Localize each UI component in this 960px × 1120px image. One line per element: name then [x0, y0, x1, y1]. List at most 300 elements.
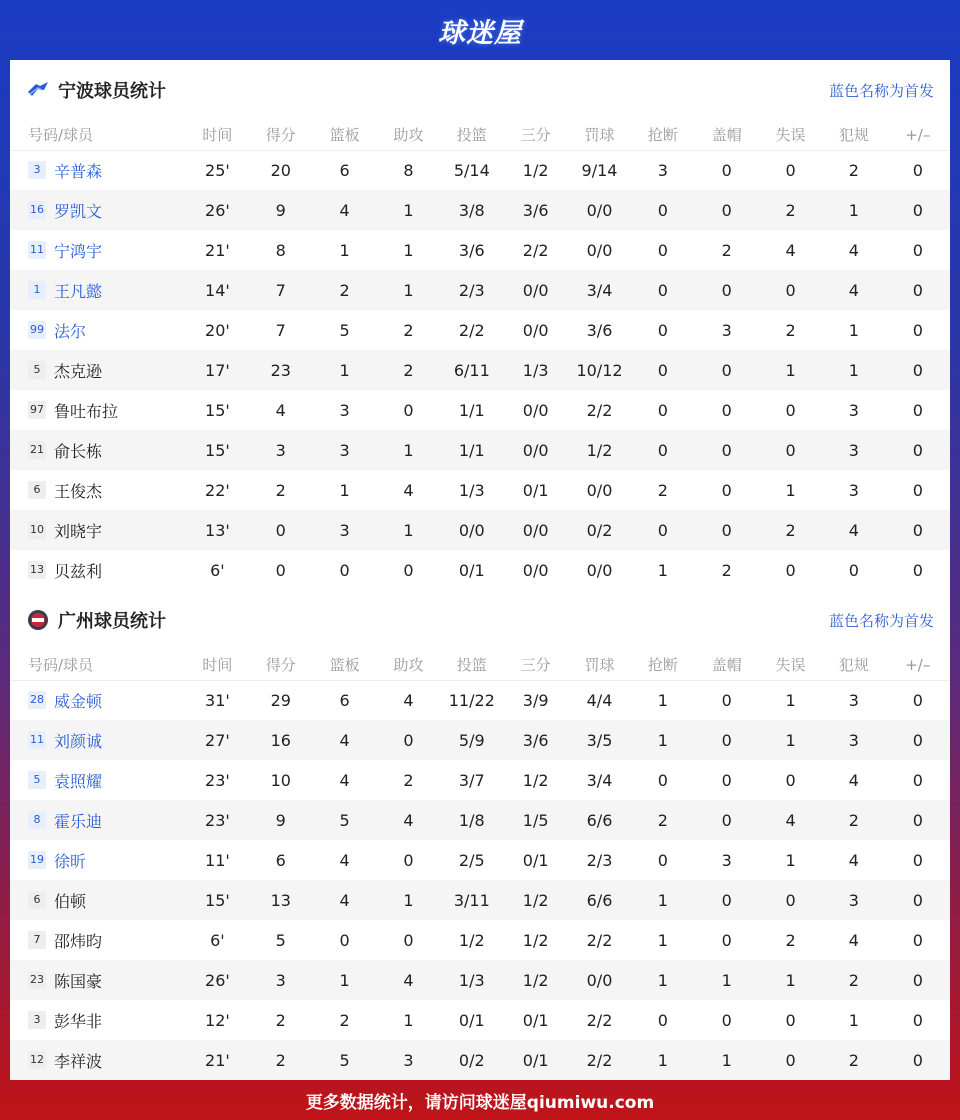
column-header: 抢断 [631, 120, 694, 150]
stat-cell: 6/6 [568, 800, 631, 840]
stat-cell: 0 [695, 190, 759, 230]
stat-cell: 6' [210, 560, 225, 580]
stat-cell: 1/2 [458, 930, 485, 950]
stat-cell: 4 [848, 770, 859, 790]
stat-cell: 0 [759, 1040, 822, 1080]
player-name: 罗凯文 [54, 201, 103, 221]
stat-cell: 1/8 [440, 800, 503, 840]
starter-note: 蓝色名称为首发 [828, 81, 934, 100]
stat-cell: 2 [275, 480, 286, 500]
table-row [10, 430, 950, 470]
stat-cell: 0 [912, 400, 923, 420]
stat-cell: 3 [721, 850, 732, 870]
table-row [10, 680, 950, 720]
stat-cell: 4 [312, 880, 376, 920]
stat-cell: 0 [886, 350, 950, 390]
stat-cell: 1 [631, 880, 694, 920]
player-name: 鲁吐布拉 [54, 401, 119, 421]
stat-cell: 0 [886, 510, 950, 550]
jersey-number-badge: 19 [28, 851, 46, 869]
stat-cell: 4 [822, 510, 885, 550]
stat-cell: 6 [275, 850, 286, 870]
table-row [10, 800, 950, 840]
column-header: 犯规 [822, 650, 885, 680]
stat-cell: 3/9 [522, 690, 549, 710]
stat-cell: 2 [275, 1010, 286, 1030]
player-stats-table [10, 120, 950, 590]
stat-cell: 1 [403, 240, 414, 260]
stat-cell: 14' [186, 270, 249, 310]
stat-cell: 4 [848, 850, 859, 870]
stat-cell: 1 [759, 720, 822, 760]
table-row [10, 310, 950, 350]
stat-cell: 0 [403, 560, 414, 580]
stat-cell: 4 [377, 960, 440, 1000]
stat-cell: 27' [186, 720, 249, 760]
table-row [10, 150, 950, 190]
stat-cell: 1/2 [568, 430, 631, 470]
stat-cell: 3 [657, 160, 668, 180]
stat-cell: 11/22 [448, 690, 495, 710]
player-name: 辛普森 [54, 161, 103, 181]
stat-cell: 3 [822, 880, 885, 920]
player-cell [10, 230, 186, 270]
column-header: 助攻 [377, 650, 440, 680]
jersey-number-badge: 11 [28, 731, 46, 749]
stat-cell: 4 [377, 800, 440, 840]
stat-cell: 0 [912, 770, 923, 790]
player-name: 贝兹利 [54, 561, 103, 581]
stat-cell: 2 [848, 160, 859, 180]
column-header: 时间 [186, 120, 249, 150]
player-cell [10, 920, 186, 960]
ningbo-team-logo-icon [26, 78, 50, 102]
stat-cell: 0/0 [503, 510, 567, 550]
stat-cell: 0/0 [586, 560, 613, 580]
stat-cell: 2 [721, 240, 732, 260]
stat-cell: 2/2 [586, 1010, 613, 1030]
player-cell [10, 800, 186, 840]
stat-cell: 20 [270, 160, 291, 180]
stat-cell: 1 [377, 270, 440, 310]
stat-cell: 1/2 [503, 880, 567, 920]
stat-cell: 2 [822, 1040, 885, 1080]
player-cell [10, 350, 186, 390]
stat-cell: 4/4 [586, 690, 613, 710]
stat-cell: 0 [339, 560, 350, 580]
stat-cell: 0 [912, 560, 923, 580]
stat-cell: 13 [249, 880, 312, 920]
stat-cell: 1/1 [440, 430, 503, 470]
stat-cell: 6 [339, 160, 350, 180]
player-cell [10, 510, 186, 550]
column-header: 投篮 [440, 120, 503, 150]
stat-cell: 2 [377, 350, 440, 390]
stat-cell: 1 [631, 960, 694, 1000]
stat-cell: 1/3 [440, 960, 503, 1000]
player-name: 俞长栋 [54, 441, 103, 461]
stat-cell: 0 [912, 690, 923, 710]
table-row [10, 270, 950, 310]
stat-cell: 0/1 [522, 1010, 549, 1030]
column-header: 篮板 [312, 120, 376, 150]
player-name: 杰克逊 [54, 361, 103, 381]
stat-cell: 3/5 [568, 720, 631, 760]
stat-cell: 1 [377, 880, 440, 920]
stat-cell: 1/5 [503, 800, 567, 840]
stat-cell: 0 [403, 850, 414, 870]
stat-cell: 2/2 [568, 1040, 631, 1080]
stat-cell: 0 [759, 880, 822, 920]
stat-cell: 4 [403, 690, 414, 710]
stat-cell: 7 [249, 270, 312, 310]
jersey-number-badge: 97 [28, 401, 46, 419]
stat-cell: 0/0 [568, 960, 631, 1000]
player-cell [10, 390, 186, 430]
table-row [10, 510, 950, 550]
stat-cell: 0/2 [568, 510, 631, 550]
player-name: 霍乐迪 [54, 811, 103, 831]
stat-cell: 0 [721, 160, 732, 180]
stat-cell: 13' [186, 510, 249, 550]
stat-cell: 2 [785, 930, 796, 950]
stat-cell: 0 [377, 720, 440, 760]
stat-cell: 2/2 [522, 240, 549, 260]
player-name: 王俊杰 [54, 481, 103, 501]
stat-cell: 2 [657, 480, 668, 500]
stat-cell: 7 [275, 320, 286, 340]
stat-cell: 1 [822, 350, 885, 390]
table-row [10, 760, 950, 800]
player-name: 徐昕 [54, 851, 87, 871]
table-row [10, 880, 950, 920]
stat-cell: 16 [249, 720, 312, 760]
column-header: 罚球 [568, 650, 631, 680]
stat-cell: 1 [759, 960, 822, 1000]
stat-cell: 0 [631, 510, 694, 550]
team-section-guangzhou [10, 590, 950, 1080]
stat-cell: 0 [695, 510, 759, 550]
stat-cell: 3/4 [568, 270, 631, 310]
stat-cell: 1 [631, 1040, 694, 1080]
stat-cell: 26' [186, 960, 249, 1000]
stat-cell: 1/3 [503, 350, 567, 390]
team-title: 宁波球员统计 [58, 81, 166, 102]
stat-cell: 4 [275, 400, 286, 420]
stat-cell: 0 [721, 1010, 732, 1030]
stat-cell: 22' [205, 480, 230, 500]
stat-cell: 1 [657, 560, 668, 580]
stat-cell: 4 [339, 770, 350, 790]
stat-cell: 1 [657, 690, 668, 710]
stat-cell: 1/3 [458, 480, 485, 500]
stat-cell: 4 [339, 850, 350, 870]
stat-cell: 15' [186, 430, 249, 470]
player-stats-table [10, 650, 950, 1080]
stat-cell: 2 [822, 800, 885, 840]
stat-cell: 10/12 [568, 350, 631, 390]
player-name: 法尔 [54, 321, 87, 341]
player-cell [10, 550, 186, 590]
jersey-number-badge: 28 [28, 691, 46, 709]
stat-cell: 17' [186, 350, 249, 390]
stat-cell: 0 [912, 160, 923, 180]
stat-cell: 1 [631, 720, 694, 760]
stat-cell: 3 [312, 510, 376, 550]
player-name: 陈国豪 [54, 971, 103, 991]
column-header: 助攻 [377, 120, 440, 150]
stat-cell: 0/1 [458, 1010, 485, 1030]
stat-cell: 2 [822, 960, 885, 1000]
stat-cell: 23' [186, 800, 249, 840]
stat-cell: 2/2 [586, 930, 613, 950]
stat-cell: 3 [848, 400, 859, 420]
stat-cell: 0 [695, 880, 759, 920]
table-header-row [10, 120, 950, 150]
stat-cell: 1 [822, 190, 885, 230]
stat-cell: 15' [205, 400, 230, 420]
jersey-number-badge: 7 [28, 931, 46, 949]
stat-cell: 0 [657, 320, 668, 340]
table-row [10, 190, 950, 230]
column-header: 抢断 [631, 650, 694, 680]
stat-cell: 2 [631, 800, 694, 840]
stat-cell: 1 [695, 1040, 759, 1080]
column-header: 罚球 [568, 120, 631, 150]
stat-cell: 0/1 [522, 850, 549, 870]
stat-cell: 3 [249, 430, 312, 470]
table-row [10, 470, 950, 510]
stat-cell: 1/1 [458, 400, 485, 420]
stat-cell: 9/14 [581, 160, 618, 180]
stat-cell: 6/11 [440, 350, 503, 390]
stat-cell: 4 [312, 720, 376, 760]
jersey-number-badge: 3 [28, 161, 46, 179]
stat-cell: 5 [339, 320, 350, 340]
stat-cell: 3 [822, 430, 885, 470]
stat-cell: 0 [912, 1010, 923, 1030]
stat-cell: 1 [312, 350, 376, 390]
stat-cell: 0 [695, 720, 759, 760]
stat-cell: 0 [657, 770, 668, 790]
player-cell [10, 310, 186, 350]
player-name: 威金顿 [54, 691, 103, 711]
stat-cell: 3 [249, 960, 312, 1000]
stat-cell: 2 [403, 770, 414, 790]
stat-cell: 9 [249, 190, 312, 230]
stat-cell: 3/6 [586, 320, 613, 340]
column-header: 失误 [759, 650, 822, 680]
stat-cell: 31' [205, 690, 230, 710]
footer-promo: 更多数据统计，请访问球迷屋qiumiwu.com [305, 1092, 655, 1113]
column-header: 盖帽 [695, 650, 759, 680]
stat-cell: 4 [848, 930, 859, 950]
stat-cell: 11' [205, 850, 230, 870]
stat-cell: 0 [886, 1040, 950, 1080]
stat-cell: 5 [275, 930, 286, 950]
stat-cell: 3 [377, 1040, 440, 1080]
stat-cell: 12' [205, 1010, 230, 1030]
stat-cell: 0 [759, 270, 822, 310]
stat-cell: 0 [695, 350, 759, 390]
top-bar [0, 0, 960, 60]
stat-cell: 1 [657, 930, 668, 950]
stat-cell: 2 [721, 560, 732, 580]
column-header: +/– [886, 650, 950, 680]
player-cell [10, 760, 186, 800]
table-row [10, 960, 950, 1000]
player-cell [10, 470, 186, 510]
stat-cell: 2 [759, 190, 822, 230]
stat-cell: 0/0 [568, 190, 631, 230]
stat-cell: 0 [695, 800, 759, 840]
stat-cell: 0 [721, 480, 732, 500]
column-header: 篮板 [312, 650, 376, 680]
stat-cell: 2/3 [440, 270, 503, 310]
stat-cell: 1 [848, 320, 859, 340]
player-cell [10, 880, 186, 920]
column-header: 投篮 [440, 650, 503, 680]
stat-cell: 1 [377, 510, 440, 550]
stat-cell: 0 [848, 560, 859, 580]
player-cell [10, 680, 186, 720]
stat-cell: 0 [886, 430, 950, 470]
stat-cell: 15' [186, 880, 249, 920]
stat-cell: 26' [186, 190, 249, 230]
column-header: 三分 [503, 650, 567, 680]
stat-cell: 3/11 [440, 880, 503, 920]
stat-cell: 2 [759, 510, 822, 550]
column-header: 三分 [503, 120, 567, 150]
stat-cell: 0/1 [458, 560, 485, 580]
column-header: 犯规 [822, 120, 885, 150]
player-name: 袁照耀 [54, 771, 103, 791]
player-name: 李祥波 [54, 1051, 103, 1071]
stat-cell: 4 [785, 240, 796, 260]
stat-cell: 0 [912, 480, 923, 500]
stat-cell: 0/0 [440, 510, 503, 550]
stat-cell: 2 [312, 270, 376, 310]
stat-cell: 0/1 [503, 1040, 567, 1080]
stat-cell: 6/6 [568, 880, 631, 920]
stat-cell: 0/0 [503, 430, 567, 470]
stat-cell: 1 [403, 1010, 414, 1030]
stat-cell: 3/6 [503, 720, 567, 760]
jersey-number-badge: 13 [28, 561, 46, 579]
stat-cell: 0 [721, 770, 732, 790]
stat-cell: 2/2 [458, 320, 485, 340]
stat-cell: 6 [339, 690, 350, 710]
player-cell [10, 430, 186, 470]
stat-cell: 0 [886, 270, 950, 310]
jersey-number-badge: 1 [28, 281, 46, 299]
stat-cell: 0 [912, 850, 923, 870]
stat-cell: 10 [270, 770, 291, 790]
stat-cell: 3/8 [440, 190, 503, 230]
player-cell [10, 840, 186, 880]
stats-card [10, 60, 950, 1080]
stat-cell: 0/0 [503, 270, 567, 310]
column-header: 时间 [186, 650, 249, 680]
column-header: 盖帽 [695, 120, 759, 150]
section-header [10, 590, 950, 650]
jersey-number-badge: 5 [28, 361, 46, 379]
jersey-number-badge: 16 [28, 201, 46, 219]
player-name: 彭华非 [54, 1011, 103, 1031]
stat-cell: 20' [205, 320, 230, 340]
stat-cell: 2/5 [458, 850, 485, 870]
jersey-number-badge: 23 [28, 971, 46, 989]
stat-cell: 3 [339, 400, 350, 420]
stat-cell: 0/0 [522, 400, 549, 420]
player-cell [10, 1000, 186, 1040]
jersey-number-badge: 11 [28, 241, 46, 259]
jersey-number-badge: 6 [28, 481, 46, 499]
table-row [10, 920, 950, 960]
stat-cell: 0/2 [440, 1040, 503, 1080]
stat-cell: 0/0 [586, 240, 613, 260]
stat-cell: 1 [759, 350, 822, 390]
stat-cell: 0 [759, 430, 822, 470]
player-name: 邵炜昀 [54, 931, 103, 951]
stat-cell: 0 [912, 240, 923, 260]
stat-cell: 1 [785, 850, 796, 870]
player-name: 王凡懿 [54, 281, 103, 301]
stat-cell: 4 [759, 800, 822, 840]
stat-cell: 1 [339, 240, 350, 260]
stat-cell: 1 [339, 480, 350, 500]
player-cell [10, 960, 186, 1000]
stat-cell: 1 [785, 690, 796, 710]
stat-cell: 0 [886, 800, 950, 840]
stat-cell: 1/2 [522, 160, 549, 180]
table-row [10, 840, 950, 880]
starter-note: 蓝色名称为首发 [828, 611, 934, 630]
stat-cell: 0 [912, 320, 923, 340]
stat-cell: 4 [822, 270, 885, 310]
stat-cell: 1 [377, 190, 440, 230]
stat-cell: 0 [631, 430, 694, 470]
jersey-number-badge: 21 [28, 441, 46, 459]
stat-cell: 0 [785, 400, 796, 420]
stat-cell: 1 [312, 960, 376, 1000]
jersey-number-badge: 99 [28, 321, 46, 339]
stat-cell: 0 [657, 240, 668, 260]
player-cell [10, 270, 186, 310]
stat-cell: 25' [205, 160, 230, 180]
stat-cell: 2/2 [586, 400, 613, 420]
stat-cell: 1/2 [522, 770, 549, 790]
stat-cell: 5/9 [440, 720, 503, 760]
stat-cell: 0 [275, 560, 286, 580]
stat-cell: 8 [403, 160, 414, 180]
stat-cell: 0 [657, 400, 668, 420]
stat-cell: 8 [275, 240, 286, 260]
stat-cell: 3/6 [458, 240, 485, 260]
player-name: 伯顿 [54, 891, 87, 911]
jersey-number-badge: 5 [28, 771, 46, 789]
stat-cell: 0 [886, 190, 950, 230]
stat-cell: 0 [721, 690, 732, 710]
stat-cell: 3/4 [586, 770, 613, 790]
stat-cell: 29 [270, 690, 291, 710]
stat-cell: 4 [312, 190, 376, 230]
stat-cell: 4 [848, 240, 859, 260]
table-row [10, 1040, 950, 1080]
stat-cell: 0 [657, 850, 668, 870]
stat-cell: 2 [785, 320, 796, 340]
team-section-ningbo [10, 60, 950, 590]
